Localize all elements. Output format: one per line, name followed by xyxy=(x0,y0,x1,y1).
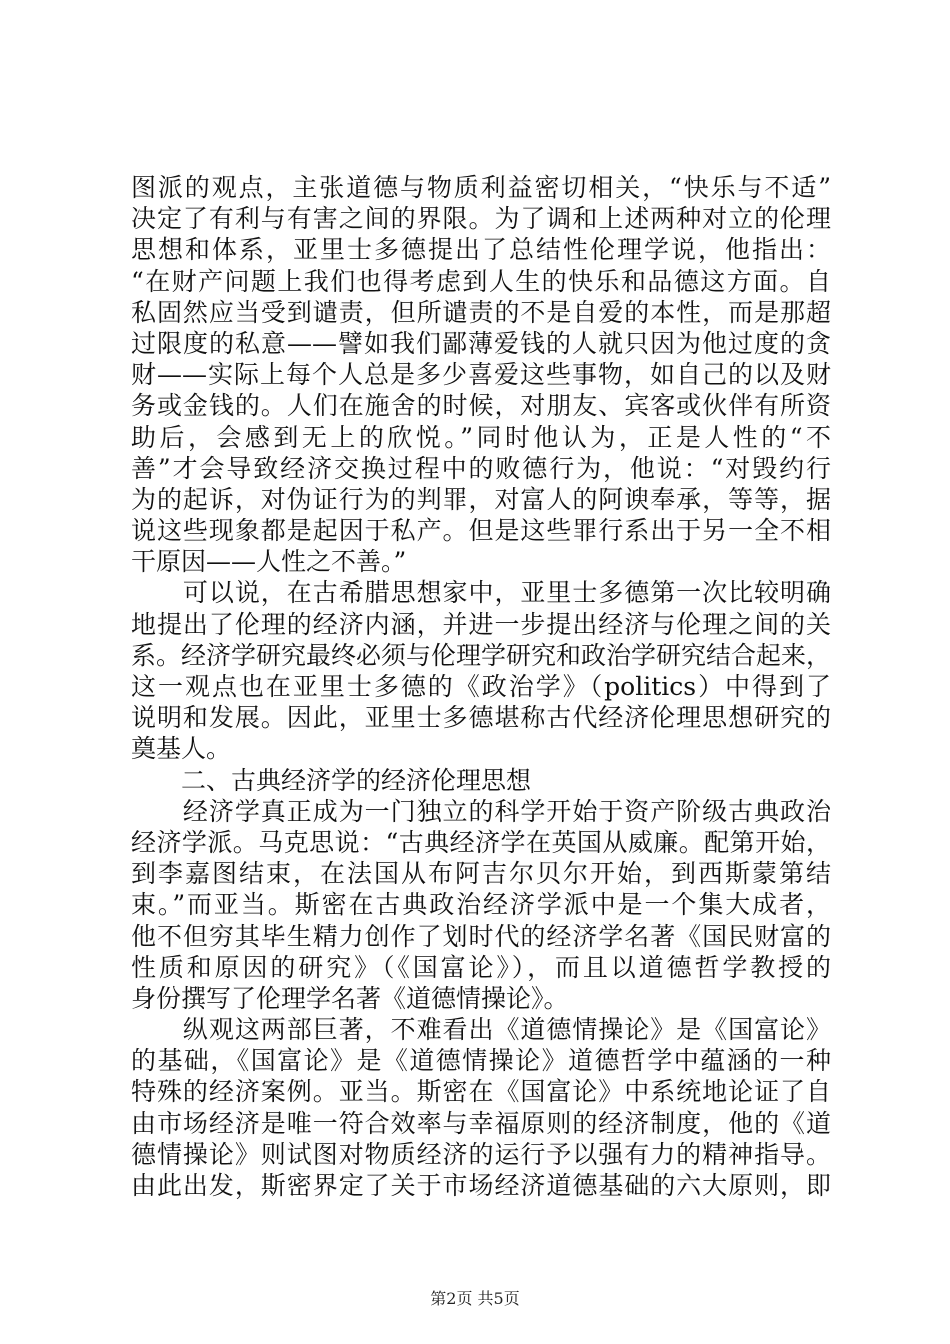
text-line: 说明和发展。因此，亚里士多德堪称古代经济伦理思想研究的 xyxy=(131,703,831,733)
text-line: 经济学真正成为一门独立的科学开始于资产阶级古典政治 xyxy=(131,796,831,826)
text-line: 他不但穷其毕生精力创作了划时代的经济学名著《国民财富的 xyxy=(131,921,831,951)
text-line: 过限度的私意——譬如我们鄙薄爱钱的人就只因为他过度的贪 xyxy=(131,328,831,358)
text-line: 奠基人。 xyxy=(131,734,232,764)
text-line: 束。”而亚当。斯密在古典政治经济学派中是一个集大成者， xyxy=(131,890,831,920)
text-line: 为的起诉，对伪证行为的判罪，对富人的阿谀奉承，等等，据 xyxy=(131,484,831,514)
body-text xyxy=(131,172,831,1201)
text-line: 善”才会导致经济交换过程中的败德行为，他说：“对毁约行 xyxy=(131,453,831,483)
text-line: 干原因——人性之不善。” xyxy=(131,547,407,577)
text-line: 务或金钱的。人们在施舍的时候，对朋友、宾客或伙伴有所资 xyxy=(131,391,831,421)
text-line: 财——实际上每个人总是多少喜爱这些事物，如自己的以及财 xyxy=(131,360,831,390)
text-line: 二、古典经济学的经济伦理思想 xyxy=(131,765,532,795)
text-line: 私固然应当受到谴责，但所谴责的不是自爱的本性，而是那超 xyxy=(131,297,831,327)
text-line: 可以说，在古希腊思想家中，亚里士多德第一次比较明确 xyxy=(131,578,831,608)
text-line: 地提出了伦理的经济内涵，并进一步提出经济与伦理之间的关 xyxy=(131,609,831,639)
text-line: 图派的观点，主张道德与物质利益密切相关，“快乐与不适” xyxy=(131,173,831,202)
page-footer: 第2页 共5页 xyxy=(430,1289,520,1308)
text-line: 性质和原因的研究》（《国富论》），而且以道德哲学教授的 xyxy=(131,952,831,982)
text-line: 德情操论》则试图对物质经济的运行予以强有力的精神指导。 xyxy=(131,1139,831,1169)
text-line: 这一观点也在亚里士多德的《政治学》（politics）中得到了 xyxy=(131,672,831,701)
text-line: 说这些现象都是起因于私产。但是这些罪行系出于另一全不相 xyxy=(131,516,831,546)
text-line: 到李嘉图结束，在法国从布阿吉尔贝尔开始，到西斯蒙第结 xyxy=(131,859,831,889)
text-line: 身份撰写了伦理学名著《道德情操论》。 xyxy=(131,983,569,1013)
text-line: 助后，会感到无上的欣悦。”同时他认为，正是人性的“不 xyxy=(131,422,831,452)
text-line: 特殊的经济案例。亚当。斯密在《国富论》中系统地论证了自 xyxy=(131,1077,831,1107)
text-line: 纵观这两部巨著，不难看出《道德情操论》是《国富论》 xyxy=(131,1015,831,1045)
text-line: 思想和体系，亚里士多德提出了总结性伦理学说，他指出： xyxy=(131,235,831,265)
text-line: “在财产问题上我们也得考虑到人生的快乐和品德这方面。自 xyxy=(131,266,831,296)
text-line: 决定了有利与有害之间的界限。为了调和上述两种对立的伦理 xyxy=(131,204,831,234)
text-line: 由市场经济是唯一符合效率与幸福原则的经济制度，他的《道 xyxy=(131,1108,831,1138)
text-line: 的基础，《国富论》是《道德情操论》道德哲学中蕴涵的一种 xyxy=(131,1046,831,1076)
text-line: 系。经济学研究最终必须与伦理学研究和政治学研究结合起来， xyxy=(131,640,832,670)
text-line: 由此出发，斯密界定了关于市场经济道德基础的六大原则，即 xyxy=(131,1171,831,1200)
text-line: 经济学派。马克思说：“古典经济学在英国从威廉。配第开始， xyxy=(131,827,831,857)
